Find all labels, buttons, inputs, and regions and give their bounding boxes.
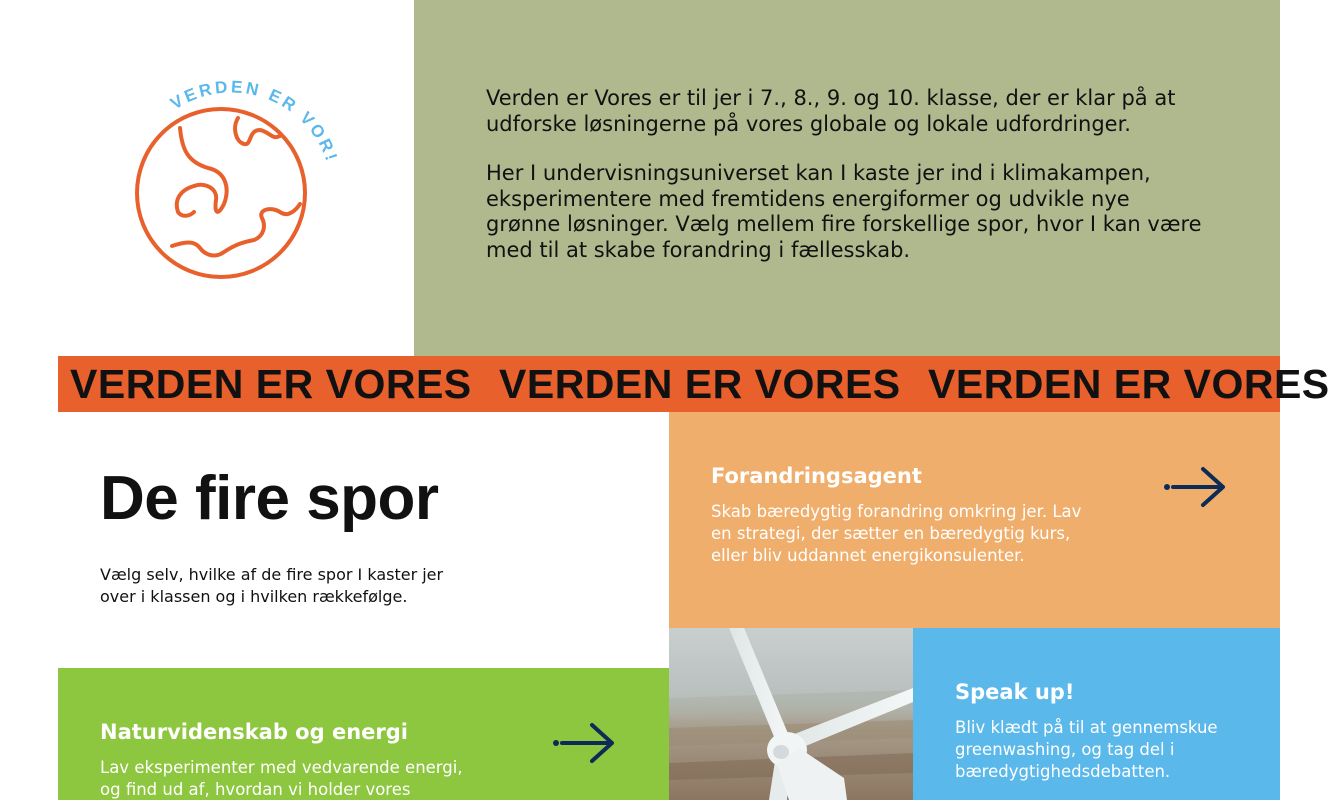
spor-intro-section [58, 412, 669, 668]
section-title: De fire spor [100, 464, 439, 533]
arrow-right-icon[interactable] [1163, 464, 1229, 510]
intro-panel [414, 0, 1280, 356]
marquee-item: VERDEN ER VORES [499, 361, 901, 407]
continents-icon [172, 118, 300, 255]
verden-er-vor-logo [120, 70, 350, 290]
wind-turbine-photo [669, 628, 913, 800]
card-description: Skab bæredygtig forandring omkring jer. Lav en strategi, der sætter en bæredygtig kurs, eller bliv uddannet energikonsulenter. [711, 502, 1082, 565]
marquee-banner [58, 356, 1330, 412]
logo-text: VERDEN ER VOR! [167, 77, 342, 166]
card-speak-up[interactable] [913, 628, 1280, 800]
card-forandringsagent[interactable] [669, 412, 1280, 628]
card-title: Forandringsagent [711, 464, 922, 488]
card-title: Speak up! [955, 680, 1075, 704]
section-description: Vælg selv, hvilke af de fire spor I kaster jer over i klassen og i hvilken rækkefølge. [100, 565, 444, 606]
logo-area [0, 0, 414, 356]
arrow-right-icon[interactable] [552, 720, 618, 766]
intro-paragraph-2: Her I undervisningsuniverset kan I kaste jer ind i klimakampen, eksperimentere med fremtidens energiformer og udvikle nye grønne løsninger. Vælg mellem fire forskellige spor, hvor I kan være med til at skabe forandring i fællesskab. [486, 161, 1202, 262]
intro-paragraph-1: Verden er Vores er til jer i 7., 8., 9. og 10. klasse, der er klar på at udforske løsningerne på vores globale og lokale udfordringer. [486, 86, 1176, 136]
card-title: Naturvidenskab og energi [100, 720, 408, 744]
card-description: Lav eksperimenter med vedvarende energi, og find ud af, hvordan vi holder vores [100, 758, 463, 799]
card-naturvidenskab-og-energi[interactable] [58, 668, 669, 800]
marquee-item: VERDEN ER VORES [928, 361, 1330, 407]
marquee-item: VERDEN ER VORES [70, 361, 472, 407]
card-description: Bliv klædt på til at gennemskue greenwashing, og tag del i bæredygtighedsdebatten. [955, 718, 1218, 781]
